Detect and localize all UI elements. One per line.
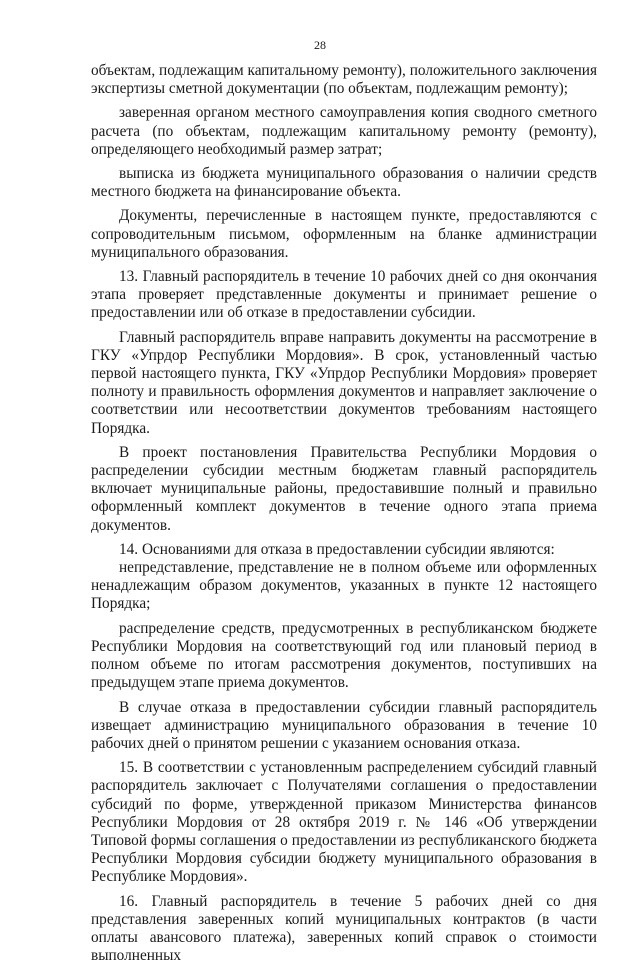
paragraph: непредставление, представление не в полном объеме или оформленных ненадлежащим образом документов, указанных в пункте 12 настоящего Порядка; <box>91 559 597 613</box>
paragraph: В проект постановления Правительства Республики Мордовия о распределении субсидии местным бюджетам главный распорядитель включает муниципальные районы, предоставившие полный и правильно оформленный комплект документов в течение одного этапа приема документов. <box>91 443 597 534</box>
paragraph: Документы, перечисленные в настоящем пункте, предоставляются с сопроводительным письмом, оформленным на бланке администрации муниципального образования. <box>91 207 597 261</box>
paragraph: Главный распорядитель вправе направить документы на рассмотрение в ГКУ «Упрдор Республики Мордовия». В срок, установленный частью первой настоящего пункта, ГКУ «Упрдор Республики Мордовия» проверяет полноту и правильность оформления документов и направляет заключение о соответствии или несоответствии документов требованиям настоящего Порядка. <box>91 328 597 437</box>
paragraph: В случае отказа в предоставлении субсидии главный распорядитель извещает администрацию муниципального образования в течение 10 рабочих дней о принятом решении с указанием основания отказа. <box>91 698 597 752</box>
paragraph: выписка из бюджета муниципального образования о наличии средств местного бюджета на финансирование объекта. <box>91 165 597 201</box>
paragraph: 15. В соответствии с установленным распределением субсидий главный распорядитель заключает с Получателями соглашения о предоставлении субсидий по форме, утвержденной приказом Министерства финансов Республики Мордовия от 28 октября 2019 г. № 146 «Об утверждении Типовой формы соглашения о предоставлении из республиканского бюджета Республики Мордовия субсидии бюджету муниципального образования в Республике Мордовия». <box>91 759 597 886</box>
paragraph: 14. Основаниями для отказа в предоставлении субсидии являются: <box>119 540 555 558</box>
paragraph: 16. Главный распорядитель в течение 5 рабочих дней со дня представления заверенных копий муниципальных контрактов (в части оплаты авансового платежа), заверенных копий справок о стоимости выполненных <box>91 892 597 965</box>
paragraph: объектам, подлежащим капитальному ремонту), положительного заключения экспертизы сметной документации (по объектам, подлежащим ремонту); <box>91 62 597 98</box>
paragraph: распределение средств, предусмотренных в республиканском бюджете Республики Мордовия на соответствующий год или плановый период в полном объеме по итогам рассмотрения документов, поступивших на предыдущем этапе приема документов. <box>91 619 597 692</box>
paragraph: заверенная органом местного самоуправления копия сводного сметного расчета (по объектам, подлежащим капитальному ремонту (ремонту), определяющего необходимый размер затрат; <box>91 104 597 158</box>
paragraph: 13. Главный распорядитель в течение 10 рабочих дней со дня окончания этапа проверяет представленные документы и принимает решение о предоставлении или об отказе в предоставлении субсидии. <box>91 268 597 322</box>
document-body <box>91 62 597 965</box>
page-number: 28 <box>314 38 326 52</box>
